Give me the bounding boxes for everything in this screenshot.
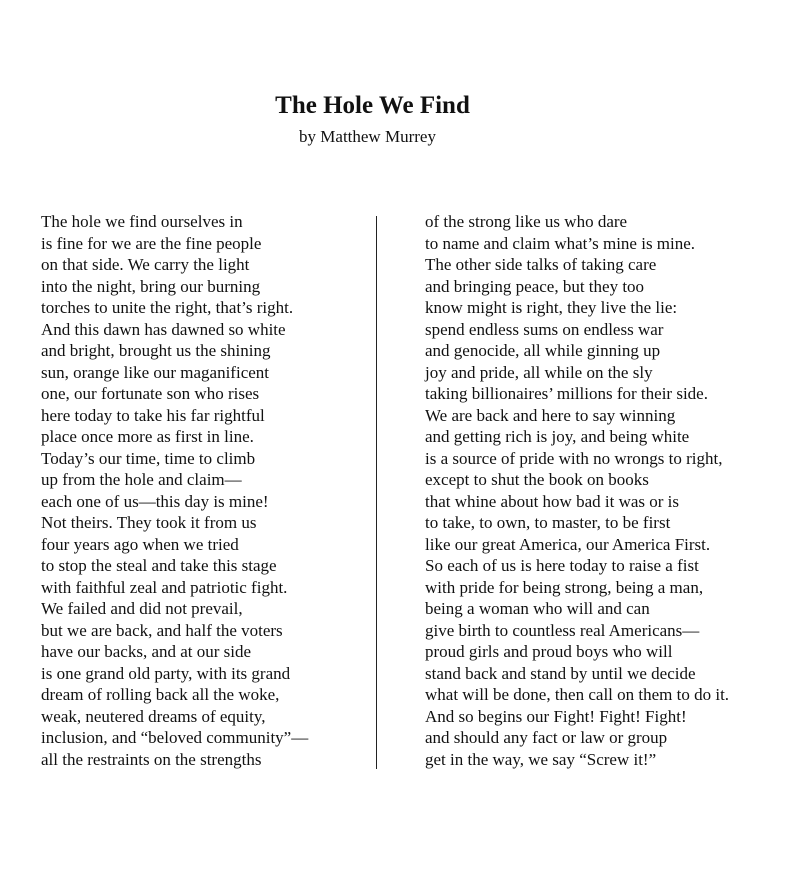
column-divider <box>376 216 377 769</box>
poem-title: The Hole We Find <box>275 92 470 119</box>
poem-line: and getting rich is joy, and being white <box>425 427 690 446</box>
poem-line: weak, neutered dreams of equity, <box>41 706 266 726</box>
poem-line: taking billionaires’ millions for their side. <box>425 384 708 403</box>
poem-line: have our backs, and at our side <box>41 642 252 661</box>
poem-line: give birth to countless real Americans— <box>425 620 700 640</box>
poem-line: place once more as first in line. <box>41 427 254 446</box>
poem-line: is one grand old party, with its grand <box>41 663 291 683</box>
poem-line: And this dawn has dawned so white <box>41 319 286 339</box>
poem-line: get in the way, we say “Screw it!” <box>425 749 657 769</box>
poem-line: torches to unite the right, that’s right. <box>41 298 294 317</box>
poem-line: The hole we find ourselves in <box>41 212 243 231</box>
poem-line: with pride for being strong, being a man, <box>425 577 704 597</box>
poem-line: here today to take his far rightful <box>41 405 265 425</box>
poem-line: inclusion, and “beloved community”— <box>41 728 309 747</box>
poem-line: with faithful zeal and patriotic fight. <box>41 577 288 597</box>
poem-line: but we are back, and half the voters <box>41 620 283 640</box>
poem-line: one, our fortunate son who rises <box>41 384 260 403</box>
poem-line: on that side. We carry the light <box>41 255 250 274</box>
poem-line: except to shut the book on books <box>425 470 649 489</box>
poem-line: Today’s our time, time to climb <box>41 448 256 468</box>
poem-line: We are back and here to say winning <box>425 405 676 425</box>
poem-line: sun, orange like our maganificent <box>41 362 270 382</box>
poem-line: all the restraints on the strengths <box>41 749 262 769</box>
poem-line: dream of rolling back all the woke, <box>41 685 280 704</box>
poem-line: and bright, brought us the shining <box>41 341 271 360</box>
poem-line: to take, to own, to master, to be first <box>425 513 671 532</box>
poem-line: We failed and did not prevail, <box>41 599 243 618</box>
poem-line: know might is right, they live the lie: <box>425 298 678 317</box>
poem-line: to name and claim what’s mine is mine. <box>425 233 696 253</box>
poem-line: and genocide, all while ginning up <box>425 341 661 360</box>
poem-line: proud girls and proud boys who will <box>425 642 673 661</box>
poem-line: And so begins our Fight! Fight! Fight! <box>425 706 687 726</box>
poem-line: is fine for we are the fine people <box>41 233 262 253</box>
poem-line: up from the hole and claim— <box>41 470 242 489</box>
poem-line: spend endless sums on endless war <box>425 319 664 339</box>
poem-line: The other side talks of taking care <box>425 255 657 274</box>
poem-line: to stop the steal and take this stage <box>41 556 277 575</box>
poem-right-column <box>425 211 785 770</box>
poem-line: of the strong like us who dare <box>425 212 628 231</box>
poem-line: Not theirs. They took it from us <box>41 513 257 532</box>
poem-line: four years ago when we tried <box>41 534 239 554</box>
poem-line: what will be done, then call on them to do it. <box>425 685 730 704</box>
poem-line: So each of us is here today to raise a fist <box>425 556 699 575</box>
poem-line: into the night, bring our burning <box>41 276 261 296</box>
poem-line: being a woman who will and can <box>425 599 650 618</box>
poem-line: joy and pride, all while on the sly <box>425 362 653 382</box>
poem-left-column <box>41 211 361 770</box>
poem-line: that whine about how bad it was or is <box>425 491 680 511</box>
poem-line: and bringing peace, but they too <box>425 276 645 296</box>
poem-line: stand back and stand by until we decide <box>425 663 696 683</box>
poem-line: and should any fact or law or group <box>425 728 668 747</box>
poem-line: each one of us—this day is mine! <box>41 491 269 511</box>
poem-line: like our great America, our America First. <box>425 534 711 554</box>
poem-byline: by Matthew Murrey <box>299 127 436 146</box>
poem-line: is a source of pride with no wrongs to right, <box>425 448 723 468</box>
